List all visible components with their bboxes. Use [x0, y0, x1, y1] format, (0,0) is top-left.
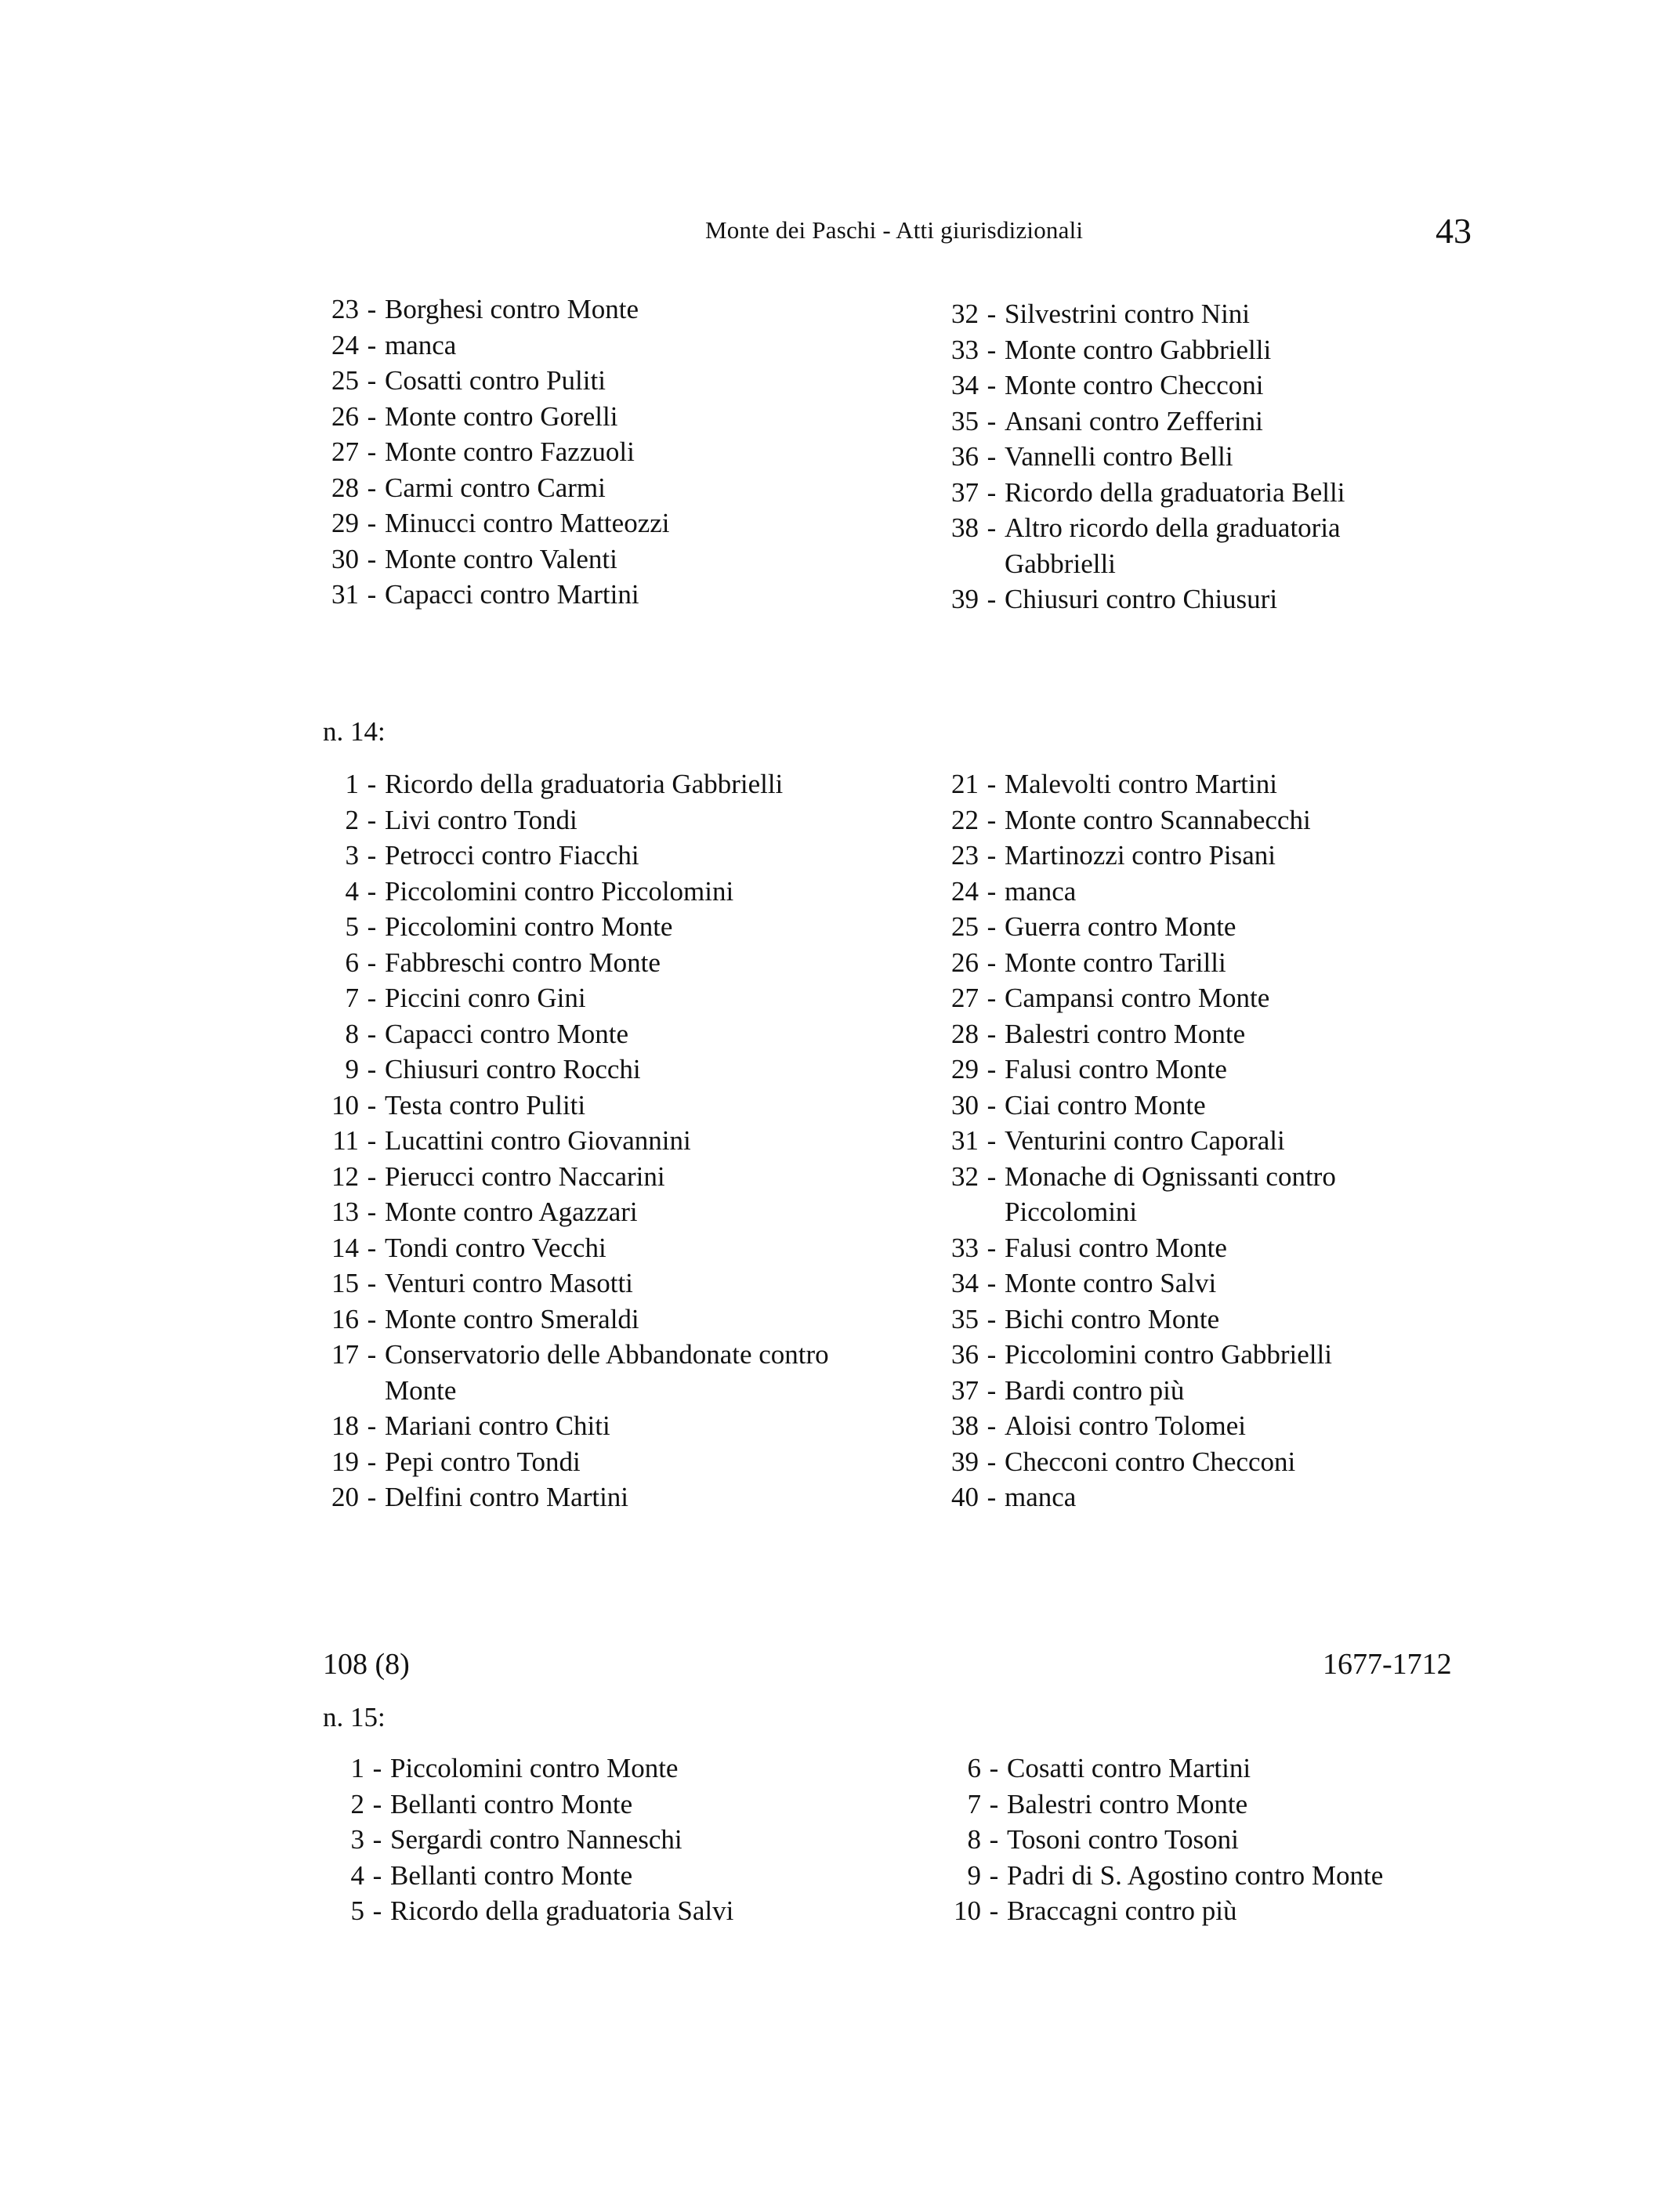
item-number: 6 — [345, 947, 359, 978]
item-separator: - — [987, 1018, 997, 1049]
list-item — [940, 980, 1396, 1016]
series-years: 1677-1712 — [1323, 1648, 1452, 1681]
item-separator: - — [367, 911, 377, 942]
item-text: Fabbreschi contro Monte — [385, 947, 661, 978]
list-item — [320, 1787, 733, 1823]
item-separator: - — [987, 476, 997, 508]
item-text: Borghesi contro Monte — [385, 294, 639, 324]
top-list-right — [940, 296, 1396, 617]
item-text: Falusi contro Monte — [1005, 1232, 1227, 1263]
list-item — [940, 581, 1396, 617]
item-text: Monte contro Valenti — [385, 543, 617, 574]
item-number: 23 — [331, 294, 359, 324]
list-item — [940, 1408, 1396, 1444]
item-number: 30 — [331, 543, 359, 574]
item-separator: - — [987, 584, 997, 614]
item-separator: - — [367, 1160, 377, 1192]
list-item — [940, 909, 1396, 945]
item-text: Checconi contro Checconi — [1005, 1446, 1296, 1477]
item-separator: - — [987, 983, 997, 1013]
list-item — [320, 1858, 733, 1894]
item-separator: - — [987, 334, 997, 365]
item-separator: - — [987, 769, 997, 799]
item-number: 9 — [345, 1054, 359, 1084]
item-number: 18 — [331, 1410, 359, 1441]
item-text: Ricordo della graduatoria Belli — [1005, 476, 1345, 508]
item-number: 9 — [967, 1859, 981, 1891]
item-text: Martinozzi contro Pisani — [1005, 840, 1276, 871]
list-item — [320, 1123, 855, 1159]
item-text: Braccagni contro più — [1007, 1895, 1237, 1926]
item-text: Balestri contro Monte — [1007, 1788, 1248, 1819]
item-number: 30 — [951, 1089, 979, 1121]
item-separator: - — [367, 1410, 377, 1441]
list-item — [320, 1822, 733, 1858]
item-number: 11 — [332, 1125, 359, 1156]
item-text: Malevolti contro Martini — [1005, 769, 1277, 799]
item-number: 33 — [951, 1232, 979, 1263]
item-number: 8 — [967, 1824, 981, 1855]
item-separator: - — [987, 1054, 997, 1084]
list-item — [940, 439, 1396, 475]
list-item — [320, 945, 855, 981]
list-item — [320, 802, 855, 838]
item-separator: - — [989, 1824, 999, 1855]
item-separator: - — [367, 804, 377, 835]
series-code: 108 (8) — [323, 1648, 410, 1681]
item-separator: - — [372, 1895, 382, 1926]
item-text: Piccolomini contro Monte — [390, 1753, 679, 1783]
list-item — [940, 404, 1396, 440]
list-item — [940, 1052, 1396, 1088]
list-item — [320, 1230, 855, 1266]
item-number: 32 — [951, 299, 979, 329]
item-text: Monte contro Checconi — [1005, 370, 1264, 400]
n15-list-right — [940, 1750, 1383, 1929]
item-separator: - — [367, 400, 377, 432]
item-separator: - — [367, 1268, 377, 1298]
item-text: Chiusuri contro Chiusuri — [1005, 584, 1278, 614]
item-text: Conservatorio delle Abbandonate contro Monte — [385, 1339, 829, 1406]
item-text: Delfini contro Martini — [385, 1482, 629, 1512]
item-separator: - — [367, 579, 377, 610]
item-separator: - — [367, 840, 377, 871]
item-text: Pierucci contro Naccarini — [385, 1160, 665, 1192]
item-text: Livi contro Tondi — [385, 804, 578, 835]
list-item — [320, 1265, 855, 1302]
item-separator: - — [367, 983, 377, 1013]
item-number: 24 — [951, 875, 979, 907]
list-item — [320, 1302, 855, 1338]
list-item — [940, 945, 1396, 981]
item-text: Ciai contro Monte — [1005, 1089, 1206, 1121]
item-separator: - — [987, 441, 997, 472]
item-number: 24 — [331, 329, 359, 360]
item-text: Petrocci contro Fiacchi — [385, 840, 639, 871]
list-item — [940, 802, 1396, 838]
item-number: 1 — [350, 1753, 364, 1783]
item-text: Aloisi contro Tolomei — [1005, 1410, 1246, 1441]
item-number: 2 — [345, 804, 359, 835]
item-number: 12 — [331, 1160, 359, 1192]
item-text: Tosoni contro Tosoni — [1007, 1824, 1239, 1855]
item-text: Monte contro Smeraldi — [385, 1303, 639, 1334]
list-item — [940, 1750, 1383, 1787]
running-title: Monte dei Paschi - Atti giurisdizionali — [705, 216, 1084, 244]
item-text: Monte contro Gabbrielli — [1005, 334, 1272, 365]
list-item — [940, 1016, 1396, 1052]
item-number: 34 — [951, 1268, 979, 1298]
list-item — [940, 1822, 1383, 1858]
item-text: Testa contro Puliti — [385, 1089, 586, 1121]
item-separator: - — [987, 1125, 997, 1156]
item-text: Monte contro Gorelli — [385, 400, 618, 432]
item-number: 27 — [951, 983, 979, 1013]
list-item — [320, 909, 855, 945]
list-item — [940, 1265, 1396, 1302]
item-number: 28 — [331, 472, 359, 503]
item-text: Bellanti contro Monte — [390, 1788, 633, 1819]
item-text: Balestri contro Monte — [1005, 1018, 1246, 1049]
item-number: 19 — [331, 1446, 359, 1477]
list-item — [320, 766, 855, 802]
list-item — [940, 475, 1396, 511]
item-number: 4 — [345, 875, 359, 907]
item-number: 35 — [951, 1303, 979, 1334]
item-text: Altro ricordo della graduatoria Gabbrielli — [1005, 512, 1341, 579]
item-number: 38 — [951, 512, 979, 543]
item-number: 21 — [951, 769, 979, 799]
item-separator: - — [372, 1753, 382, 1783]
list-item — [320, 399, 669, 435]
item-text: Lucattini contro Giovannini — [385, 1125, 691, 1156]
item-number: 37 — [951, 476, 979, 508]
item-text: Campansi contro Monte — [1005, 983, 1270, 1013]
item-separator: - — [372, 1824, 382, 1855]
item-number: 5 — [350, 1895, 364, 1926]
item-text: Tondi contro Vecchi — [385, 1232, 606, 1263]
item-number: 17 — [331, 1339, 359, 1370]
item-separator: - — [367, 1339, 377, 1370]
item-text: Bichi contro Monte — [1005, 1303, 1220, 1334]
list-item — [940, 296, 1396, 332]
item-separator: - — [987, 1303, 997, 1334]
page-number: 43 — [1436, 211, 1472, 251]
list-item — [320, 1750, 733, 1787]
item-separator: - — [367, 365, 377, 396]
item-separator: - — [367, 543, 377, 574]
item-text: manca — [1005, 1482, 1077, 1512]
list-item — [940, 1373, 1396, 1409]
item-number: 26 — [951, 947, 979, 978]
item-separator: - — [987, 512, 997, 543]
item-text: Bardi contro più — [1005, 1374, 1185, 1406]
item-number: 2 — [350, 1788, 364, 1819]
item-text: Silvestrini contro Nini — [1005, 299, 1251, 329]
item-text: Venturini contro Caporali — [1005, 1125, 1285, 1156]
list-item — [320, 577, 669, 613]
list-item — [320, 1052, 855, 1088]
list-item — [320, 1479, 855, 1515]
item-number: 36 — [951, 1339, 979, 1370]
item-text: Chiusuri contro Rocchi — [385, 1054, 641, 1084]
list-item — [320, 838, 855, 874]
list-item — [940, 838, 1396, 874]
item-separator: - — [367, 1446, 377, 1477]
list-item — [320, 1408, 855, 1444]
item-number: 39 — [951, 1446, 979, 1477]
item-separator: - — [989, 1753, 999, 1783]
list-item — [320, 291, 669, 328]
item-separator: - — [367, 294, 377, 324]
list-item — [320, 1088, 855, 1124]
item-text: Ansani contro Zefferini — [1005, 405, 1263, 436]
item-number: 34 — [951, 370, 979, 400]
item-text: Guerra contro Monte — [1005, 911, 1236, 942]
list-item — [940, 1123, 1396, 1159]
item-number: 13 — [331, 1197, 359, 1227]
item-number: 39 — [951, 584, 979, 614]
n15-list-left — [320, 1750, 733, 1929]
item-number: 4 — [350, 1859, 364, 1891]
item-separator: - — [367, 1018, 377, 1049]
item-separator: - — [987, 804, 997, 835]
item-number: 7 — [967, 1788, 981, 1819]
item-text: Piccolomini contro Piccolomini — [385, 875, 734, 907]
item-separator: - — [987, 1268, 997, 1298]
item-separator: - — [987, 405, 997, 436]
item-separator: - — [367, 1303, 377, 1334]
item-separator: - — [989, 1859, 999, 1891]
item-number: 26 — [331, 400, 359, 432]
list-item — [940, 1893, 1383, 1929]
item-text: Monte contro Scannabecchi — [1005, 804, 1311, 835]
item-number: 6 — [967, 1753, 981, 1783]
item-number: 28 — [951, 1018, 979, 1049]
n14-list-right — [940, 766, 1396, 1515]
item-number: 8 — [345, 1018, 359, 1049]
list-item — [320, 1893, 733, 1929]
list-item — [940, 1444, 1396, 1480]
item-text: Ricordo della graduatoria Salvi — [390, 1895, 734, 1926]
list-item — [320, 1016, 855, 1052]
item-text: Piccolomini contro Gabbrielli — [1005, 1339, 1332, 1370]
item-separator: - — [987, 947, 997, 978]
list-item — [320, 470, 669, 506]
item-number: 25 — [951, 911, 979, 942]
list-item — [320, 541, 669, 577]
list-item — [940, 1479, 1396, 1515]
item-text: manca — [385, 329, 457, 360]
item-separator: - — [987, 1410, 997, 1441]
list-item — [320, 874, 855, 910]
item-text: Ricordo della graduatoria Gabbrielli — [385, 769, 784, 799]
item-number: 37 — [951, 1374, 979, 1406]
item-separator: - — [987, 1339, 997, 1370]
item-text: Sergardi contro Nanneschi — [390, 1824, 682, 1855]
item-number: 33 — [951, 334, 979, 365]
item-text: Bellanti contro Monte — [390, 1859, 633, 1891]
list-item — [940, 367, 1396, 404]
item-text: Falusi contro Monte — [1005, 1054, 1227, 1084]
list-item — [940, 874, 1396, 910]
item-separator: - — [367, 875, 377, 907]
list-item — [320, 1194, 855, 1230]
item-text: Piccolomini contro Monte — [385, 911, 673, 942]
item-separator: - — [367, 1089, 377, 1121]
item-text: Vannelli contro Belli — [1005, 441, 1233, 472]
item-separator: - — [987, 1482, 997, 1512]
item-separator: - — [367, 436, 377, 467]
item-text: Capacci contro Martini — [385, 579, 639, 610]
item-separator: - — [367, 1197, 377, 1227]
item-separator: - — [987, 911, 997, 942]
item-number: 35 — [951, 405, 979, 436]
list-item — [940, 1337, 1396, 1373]
item-number: 36 — [951, 441, 979, 472]
item-separator: - — [367, 1054, 377, 1084]
item-number: 1 — [345, 769, 359, 799]
item-separator: - — [987, 840, 997, 871]
item-number: 31 — [331, 579, 359, 610]
list-item — [940, 1159, 1396, 1230]
item-number: 20 — [331, 1482, 359, 1512]
item-number: 10 — [954, 1895, 981, 1926]
item-number: 14 — [331, 1232, 359, 1263]
list-item — [320, 328, 669, 364]
item-number: 3 — [345, 840, 359, 871]
list-item — [320, 980, 855, 1016]
list-item — [320, 1159, 855, 1195]
list-item — [940, 332, 1396, 368]
item-separator: - — [367, 1482, 377, 1512]
item-separator: - — [987, 1089, 997, 1121]
item-text: Cosatti contro Puliti — [385, 365, 606, 396]
item-separator: - — [372, 1859, 382, 1891]
item-separator: - — [987, 370, 997, 400]
item-text: Minucci contro Matteozzi — [385, 508, 670, 538]
list-item — [320, 434, 669, 470]
list-item — [940, 510, 1396, 581]
item-number: 7 — [345, 983, 359, 1013]
item-number: 25 — [331, 365, 359, 396]
item-text: Mariani contro Chiti — [385, 1410, 610, 1441]
section-label-n14: n. 14: — [323, 716, 386, 747]
item-text: Monte contro Agazzari — [385, 1197, 638, 1227]
item-number: 10 — [331, 1089, 359, 1121]
item-separator: - — [372, 1788, 382, 1819]
top-list-left — [320, 291, 669, 613]
item-number: 3 — [350, 1824, 364, 1855]
item-text: Carmi contro Carmi — [385, 472, 606, 503]
item-text: Monache di Ognissanti contro Piccolomini — [1005, 1160, 1336, 1227]
item-text: Piccini conro Gini — [385, 983, 586, 1013]
item-number: 5 — [345, 911, 359, 942]
n14-list-left — [320, 766, 855, 1515]
item-separator: - — [367, 508, 377, 538]
section-label-n15: n. 15: — [323, 1702, 386, 1732]
item-text: Monte contro Salvi — [1005, 1268, 1217, 1298]
item-separator: - — [367, 947, 377, 978]
item-text: manca — [1005, 875, 1077, 907]
list-item — [320, 505, 669, 541]
list-item — [320, 363, 669, 399]
item-separator: - — [989, 1895, 999, 1926]
item-text: Padri di S. Agostino contro Monte — [1007, 1859, 1384, 1891]
item-number: 38 — [951, 1410, 979, 1441]
list-item — [940, 1302, 1396, 1338]
item-separator: - — [367, 472, 377, 503]
item-text: Pepi contro Tondi — [385, 1446, 581, 1477]
item-separator: - — [367, 329, 377, 360]
item-separator: - — [987, 1374, 997, 1406]
item-number: 29 — [331, 508, 359, 538]
item-number: 32 — [951, 1160, 979, 1192]
list-item — [940, 1088, 1396, 1124]
item-separator: - — [367, 769, 377, 799]
item-text: Monte contro Tarilli — [1005, 947, 1226, 978]
item-number: 27 — [331, 436, 359, 467]
item-separator: - — [989, 1788, 999, 1819]
list-item — [320, 1444, 855, 1480]
item-text: Capacci contro Monte — [385, 1018, 629, 1049]
item-number: 23 — [951, 840, 979, 871]
list-item — [940, 766, 1396, 802]
item-number: 31 — [951, 1125, 979, 1156]
item-separator: - — [987, 1446, 997, 1477]
list-item — [940, 1858, 1383, 1894]
item-number: 29 — [951, 1054, 979, 1084]
item-number: 22 — [951, 804, 979, 835]
item-text: Monte contro Fazzuoli — [385, 436, 635, 467]
item-separator: - — [987, 299, 997, 329]
item-separator: - — [987, 875, 997, 907]
item-number: 15 — [331, 1268, 359, 1298]
item-text: Cosatti contro Martini — [1007, 1753, 1251, 1783]
list-item — [320, 1337, 855, 1408]
item-separator: - — [367, 1232, 377, 1263]
item-number: 16 — [331, 1303, 359, 1334]
item-separator: - — [987, 1232, 997, 1263]
item-separator: - — [367, 1125, 377, 1156]
list-item — [940, 1230, 1396, 1266]
list-item — [940, 1787, 1383, 1823]
item-separator: - — [987, 1160, 997, 1192]
item-number: 40 — [951, 1482, 979, 1512]
item-text: Venturi contro Masotti — [385, 1268, 633, 1298]
